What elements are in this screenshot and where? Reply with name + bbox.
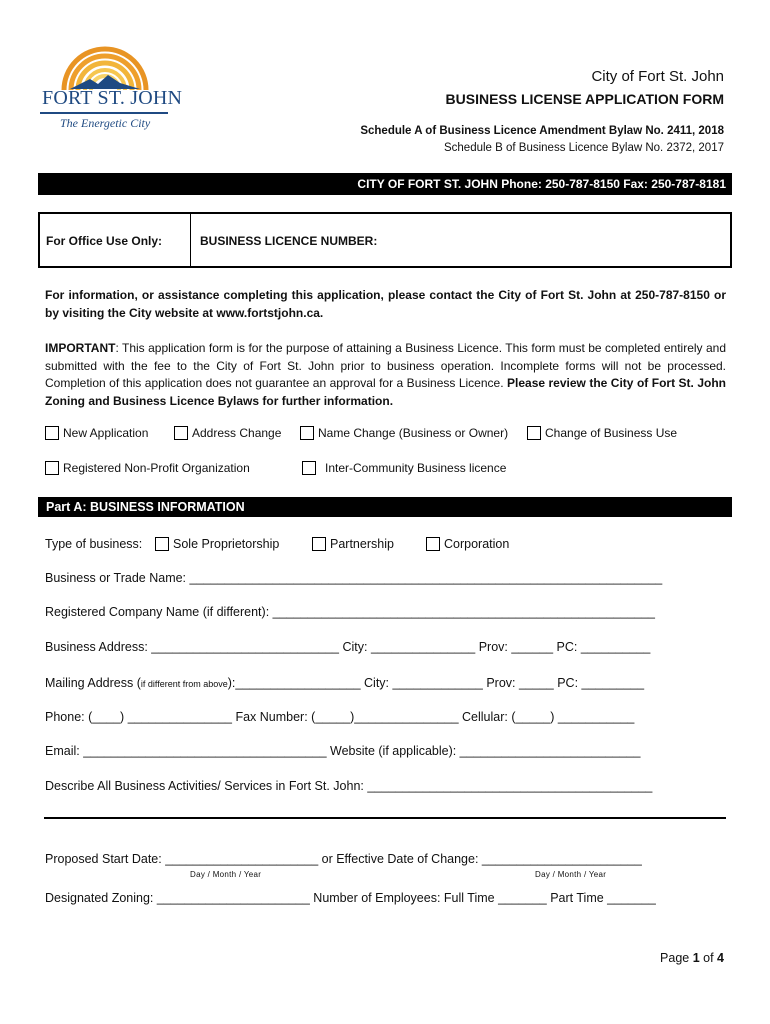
- logo-tagline: The Energetic City: [60, 116, 151, 130]
- registered-name-field[interactable]: Registered Company Name (if different): _______________________________________________________: [45, 605, 655, 619]
- partnership-checkbox[interactable]: [312, 537, 326, 551]
- important-label: IMPORTANT: [45, 341, 116, 355]
- corporation-option[interactable]: [426, 537, 509, 551]
- trade-name-field[interactable]: Business or Trade Name: ____________________________________________________________________: [45, 571, 663, 585]
- section-divider: [44, 817, 726, 819]
- mailing-prefix: Mailing Address (: [45, 676, 141, 690]
- info-paragraph: For information, or assistance completing this application, please contact the City of Fort St. John at 250-787-8150 or by visiting the City website at www.fortstjohn.ca.: [45, 288, 726, 320]
- form-title: BUSINESS LICENSE APPLICATION FORM: [445, 91, 724, 107]
- mailing-suffix: ):__________________ City: _____________ Prov: _____ PC: _________: [227, 676, 645, 690]
- start-date-field[interactable]: Proposed Start Date: ______________________ or Effective Date of Change: _______________________: [45, 852, 642, 866]
- city-heading: City of Fort St. John: [591, 68, 724, 85]
- use-change-label: Change of Business Use: [545, 426, 678, 440]
- office-use-box: [38, 212, 732, 268]
- name-change-checkbox[interactable]: [300, 426, 314, 440]
- non-profit-option[interactable]: [45, 461, 250, 475]
- address-change-option[interactable]: [174, 426, 281, 440]
- business-address-field[interactable]: Business Address: ___________________________ City: _______________ Prov: ______ PC: __________: [45, 640, 651, 654]
- important-paragraph: [45, 340, 726, 410]
- inter-community-label: Inter-Community Business licence: [325, 461, 507, 475]
- name-change-label: Name Change (Business or Owner): [318, 426, 509, 440]
- mailing-address-field[interactable]: [45, 676, 644, 690]
- phone-fax-cell-field[interactable]: Phone: (____) _______________ Fax Number: (_____)_______________ Cellular: (_____) ___________: [45, 710, 635, 724]
- mailing-small-note: if different from above: [140, 679, 228, 689]
- office-use-divider: [190, 214, 191, 266]
- page-number: [660, 951, 724, 965]
- new-application-option[interactable]: [45, 426, 148, 440]
- logo-underline: [40, 112, 168, 114]
- new-application-label: New Application: [63, 426, 149, 440]
- page-total: 4: [717, 951, 724, 965]
- zoning-employees-field[interactable]: Designated Zoning: ______________________ Number of Employees: Full Time _______ Part Time _______: [45, 891, 656, 905]
- non-profit-label: Registered Non-Profit Organization: [63, 461, 250, 475]
- sole-proprietorship-checkbox[interactable]: [155, 537, 169, 551]
- email-website-field[interactable]: Email: ___________________________________ Website (if applicable): __________________________: [45, 744, 641, 758]
- schedule-b: Schedule B of Business Licence Bylaw No. 2372, 2017: [443, 142, 724, 154]
- schedule-a: Schedule A of Business Licence Amendment Bylaw No. 2411, 2018: [360, 125, 724, 137]
- start-date-hint: Day / Month / Year: [190, 870, 262, 879]
- partnership-option[interactable]: [312, 537, 394, 551]
- office-use-label: For Office Use Only:: [46, 234, 163, 248]
- logo-city-name: FORT ST. JOHN: [42, 87, 183, 109]
- address-change-label: Address Change: [192, 426, 282, 440]
- corporation-checkbox[interactable]: [426, 537, 440, 551]
- corporation-label: Corporation: [444, 537, 510, 551]
- contact-bar: CITY OF FORT ST. JOHN Phone: 250-787-8150 Fax: 250-787-8181: [38, 173, 732, 195]
- type-of-business-label: Type of business:: [45, 537, 143, 551]
- sole-proprietorship-label: Sole Proprietorship: [173, 537, 280, 551]
- use-change-option[interactable]: [527, 426, 677, 440]
- name-change-option[interactable]: [300, 426, 508, 440]
- business-activities-field[interactable]: Describe All Business Activities/ Services in Fort St. John: _________________________________________: [45, 779, 653, 793]
- address-change-checkbox[interactable]: [174, 426, 188, 440]
- part-a-heading: Part A: BUSINESS INFORMATION: [38, 497, 732, 517]
- use-change-checkbox[interactable]: [527, 426, 541, 440]
- important-body: : This application form is for the purpose of attaining a Business Licence. This form must be completed entirely and submitted with the fee to the City of Fort St. John prior to business operation. Incomplete forms will not be processed. Completion of this application does not guarantee an approval for a Business Licence.: [45, 341, 726, 390]
- effective-date-hint: Day / Month / Year: [535, 870, 607, 879]
- page-prefix: Page: [660, 951, 693, 965]
- licence-number-label: BUSINESS LICENCE NUMBER:: [200, 234, 378, 248]
- non-profit-checkbox[interactable]: [45, 461, 59, 475]
- new-application-checkbox[interactable]: [45, 426, 59, 440]
- inter-community-checkbox[interactable]: [302, 461, 316, 475]
- page-current: 1: [692, 951, 700, 965]
- inter-community-option[interactable]: [302, 461, 506, 475]
- partnership-label: Partnership: [330, 537, 394, 551]
- important-bold-tail: Please review the City of Fort St. John Zoning and Business Licence Bylaws for further information.: [45, 376, 726, 408]
- sole-proprietorship-option[interactable]: [155, 537, 279, 551]
- page-of: of: [699, 951, 718, 965]
